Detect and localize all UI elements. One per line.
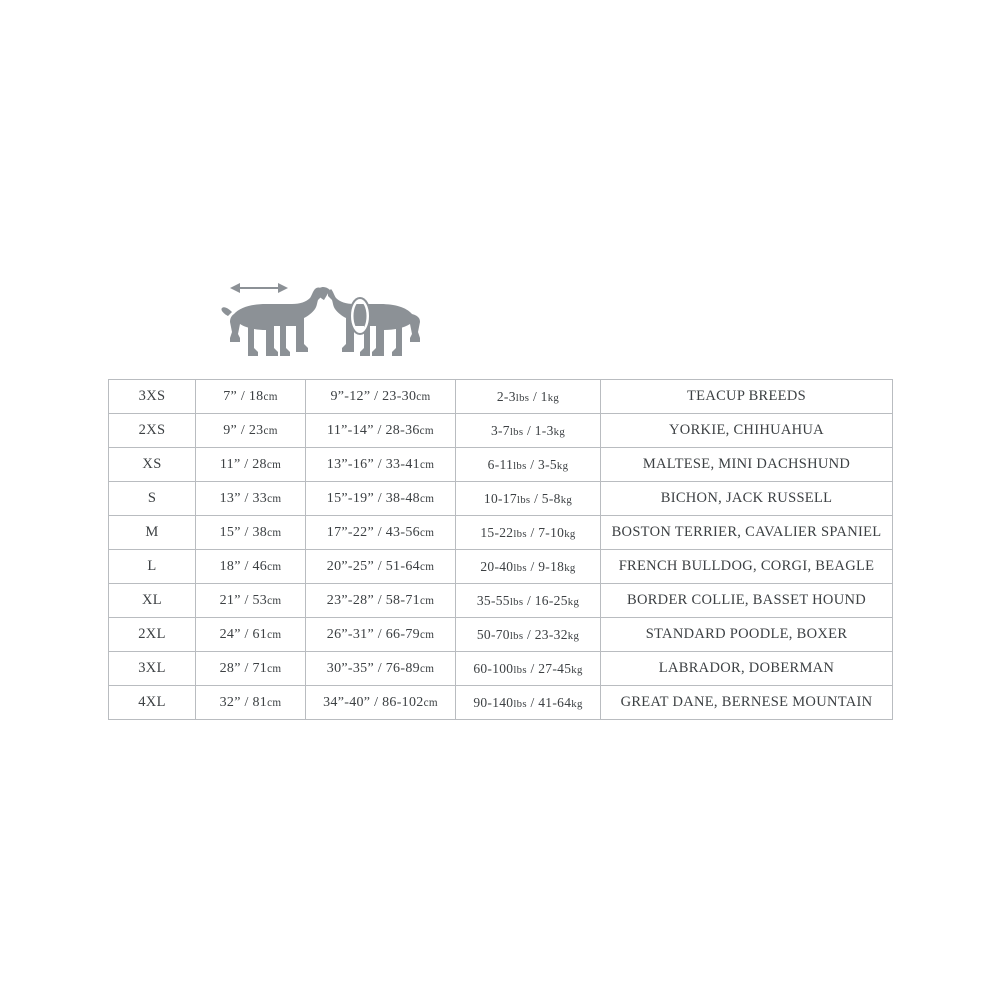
cell-size: XL [109, 584, 196, 618]
cell-breeds: BOSTON TERRIER, CAVALIER SPANIEL [601, 516, 893, 550]
length-unit: cm [267, 492, 282, 505]
cell-girth [306, 686, 456, 720]
length-value: 9” / 23 [223, 422, 264, 438]
weight-unit-lbs: lbs [513, 697, 527, 710]
weight-value: 60-100 [473, 660, 514, 676]
cell-breeds: BORDER COLLIE, BASSET HOUND [601, 584, 893, 618]
weight-unit-lbs: lbs [516, 493, 531, 506]
cell-size: 3XL [109, 652, 196, 686]
girth-unit: cm [416, 390, 431, 403]
girth-unit: cm [423, 696, 438, 709]
cell-length [196, 550, 306, 584]
cell-girth [306, 584, 456, 618]
weight-unit-lbs: lbs [513, 561, 527, 574]
weight-mid: / 9-18 [526, 558, 565, 574]
weight-unit-lbs: lbs [513, 527, 527, 540]
size-chart-table [108, 379, 893, 720]
length-value: 18” / 46 [219, 558, 268, 574]
cell-length [196, 414, 306, 448]
weight-value: 3-7 [490, 422, 510, 438]
girth-value: 9”-12” / 23-30 [330, 388, 417, 404]
girth-unit: cm [419, 628, 435, 641]
weight-mid: / 23-32 [523, 626, 568, 642]
cell-weight [456, 448, 601, 482]
girth-value: 20”-25” / 51-64 [326, 558, 420, 574]
weight-value: 6-11 [487, 456, 514, 472]
girth-value: 23”-28” / 58-71 [326, 592, 420, 608]
dog-size-diagram [218, 278, 428, 370]
weight-unit-lbs: lbs [509, 629, 524, 642]
cell-weight [456, 618, 601, 652]
cell-girth [306, 414, 456, 448]
cell-length [196, 584, 306, 618]
weight-value: 15-22 [480, 524, 514, 540]
length-unit: cm [267, 560, 282, 573]
length-value: 28” / 71 [219, 660, 268, 676]
weight-value: 10-17 [483, 490, 517, 506]
length-value: 32” / 81 [219, 694, 268, 710]
cell-size: XS [109, 448, 196, 482]
cell-breeds: MALTESE, MINI DACHSHUND [601, 448, 893, 482]
weight-mid: / 16-25 [523, 592, 568, 608]
girth-unit: cm [419, 458, 435, 471]
cell-size: 2XS [109, 414, 196, 448]
cell-girth [306, 482, 456, 516]
cell-girth [306, 618, 456, 652]
cell-length [196, 618, 306, 652]
cell-girth [306, 550, 456, 584]
length-value: 7” / 18 [223, 388, 264, 404]
length-value: 11” / 28 [219, 456, 267, 472]
weight-unit-kg: kg [556, 459, 569, 472]
girth-unit: cm [419, 560, 435, 573]
length-unit: cm [267, 526, 282, 539]
arrow-head-right [278, 283, 288, 293]
table-row [109, 380, 893, 414]
cell-girth [306, 652, 456, 686]
weight-mid: / 1-3 [523, 422, 554, 438]
cell-size: M [109, 516, 196, 550]
table-row [109, 482, 893, 516]
weight-unit-kg: kg [547, 391, 560, 404]
cell-girth [306, 380, 456, 414]
weight-value: 90-140 [473, 694, 514, 710]
table-row [109, 414, 893, 448]
weight-value: 20-40 [480, 558, 514, 574]
girth-unit: cm [419, 492, 435, 505]
length-value: 21” / 53 [219, 592, 268, 608]
length-unit: cm [266, 458, 282, 471]
length-unit: cm [267, 696, 282, 709]
weight-unit-kg: kg [560, 493, 573, 506]
cell-breeds: GREAT DANE, BERNESE MOUNTAIN [601, 686, 893, 720]
cell-size: S [109, 482, 196, 516]
table-row [109, 652, 893, 686]
weight-unit-lbs: lbs [509, 425, 524, 438]
girth-value: 30”-35” / 76-89 [326, 660, 420, 676]
weight-mid: / 27-45 [526, 660, 572, 676]
weight-unit-lbs: lbs [509, 595, 524, 608]
weight-mid: / 3-5 [526, 456, 557, 472]
length-value: 15” / 38 [219, 524, 268, 540]
girth-value: 34”-40” / 86-102 [323, 694, 424, 710]
cell-breeds: STANDARD POODLE, BOXER [601, 618, 893, 652]
cell-length [196, 686, 306, 720]
right-dog-silhouette [328, 289, 420, 356]
cell-breeds: BICHON, JACK RUSSELL [601, 482, 893, 516]
arrow-head-left [230, 283, 240, 293]
weight-mid: / 1 [529, 388, 548, 404]
weight-unit-lbs: lbs [515, 391, 530, 404]
cell-girth [306, 448, 456, 482]
cell-length [196, 652, 306, 686]
weight-unit-kg: kg [564, 561, 576, 574]
table-row [109, 448, 893, 482]
weight-unit-kg: kg [571, 697, 583, 710]
length-unit: cm [267, 594, 282, 607]
weight-mid: / 41-64 [526, 694, 572, 710]
weight-unit-kg: kg [564, 527, 576, 540]
cell-length [196, 448, 306, 482]
cell-weight [456, 584, 601, 618]
cell-weight [456, 380, 601, 414]
weight-mid: / 5-8 [530, 490, 561, 506]
girth-value: 26”-31” / 66-79 [326, 626, 420, 642]
cell-length [196, 380, 306, 414]
cell-size: L [109, 550, 196, 584]
cell-girth [306, 516, 456, 550]
girth-value: 11”-14” / 28-36 [327, 422, 420, 438]
weight-mid: / 7-10 [526, 524, 565, 540]
length-unit: cm [267, 662, 282, 675]
girth-value: 13”-16” / 33-41 [326, 456, 420, 472]
cell-weight [456, 652, 601, 686]
weight-unit-kg: kg [571, 663, 583, 676]
cell-breeds: FRENCH BULLDOG, CORGI, BEAGLE [601, 550, 893, 584]
cell-size: 3XS [109, 380, 196, 414]
length-unit: cm [263, 424, 278, 437]
length-value: 13” / 33 [219, 490, 268, 506]
cell-breeds: TEACUP BREEDS [601, 380, 893, 414]
cell-weight [456, 414, 601, 448]
length-unit: cm [263, 390, 278, 403]
cell-length [196, 516, 306, 550]
cell-weight [456, 686, 601, 720]
girth-value: 15”-19” / 38-48 [326, 490, 420, 506]
weight-unit-lbs: lbs [513, 663, 527, 676]
girth-unit: cm [419, 424, 434, 437]
cell-size: 4XL [109, 686, 196, 720]
weight-value: 50-70 [476, 626, 510, 642]
table-row [109, 686, 893, 720]
weight-unit-kg: kg [553, 425, 566, 438]
left-dog-silhouette [221, 288, 323, 357]
table-row [109, 550, 893, 584]
cell-breeds: LABRADOR, DOBERMAN [601, 652, 893, 686]
weight-unit-lbs: lbs [513, 459, 527, 472]
cell-size: 2XL [109, 618, 196, 652]
girth-unit: cm [419, 594, 435, 607]
cell-weight [456, 550, 601, 584]
table-row [109, 516, 893, 550]
length-unit: cm [267, 628, 282, 641]
table-row [109, 618, 893, 652]
girth-value: 17”-22” / 43-56 [326, 524, 420, 540]
cell-length [196, 482, 306, 516]
cell-breeds: YORKIE, CHIHUAHUA [601, 414, 893, 448]
table-row [109, 584, 893, 618]
length-value: 24” / 61 [219, 626, 268, 642]
cell-weight [456, 516, 601, 550]
cell-weight [456, 482, 601, 516]
girth-unit: cm [419, 526, 435, 539]
weight-value: 35-55 [476, 592, 510, 608]
weight-unit-kg: kg [567, 629, 580, 642]
girth-unit: cm [419, 662, 435, 675]
weight-value: 2-3 [496, 388, 516, 404]
weight-unit-kg: kg [567, 595, 580, 608]
